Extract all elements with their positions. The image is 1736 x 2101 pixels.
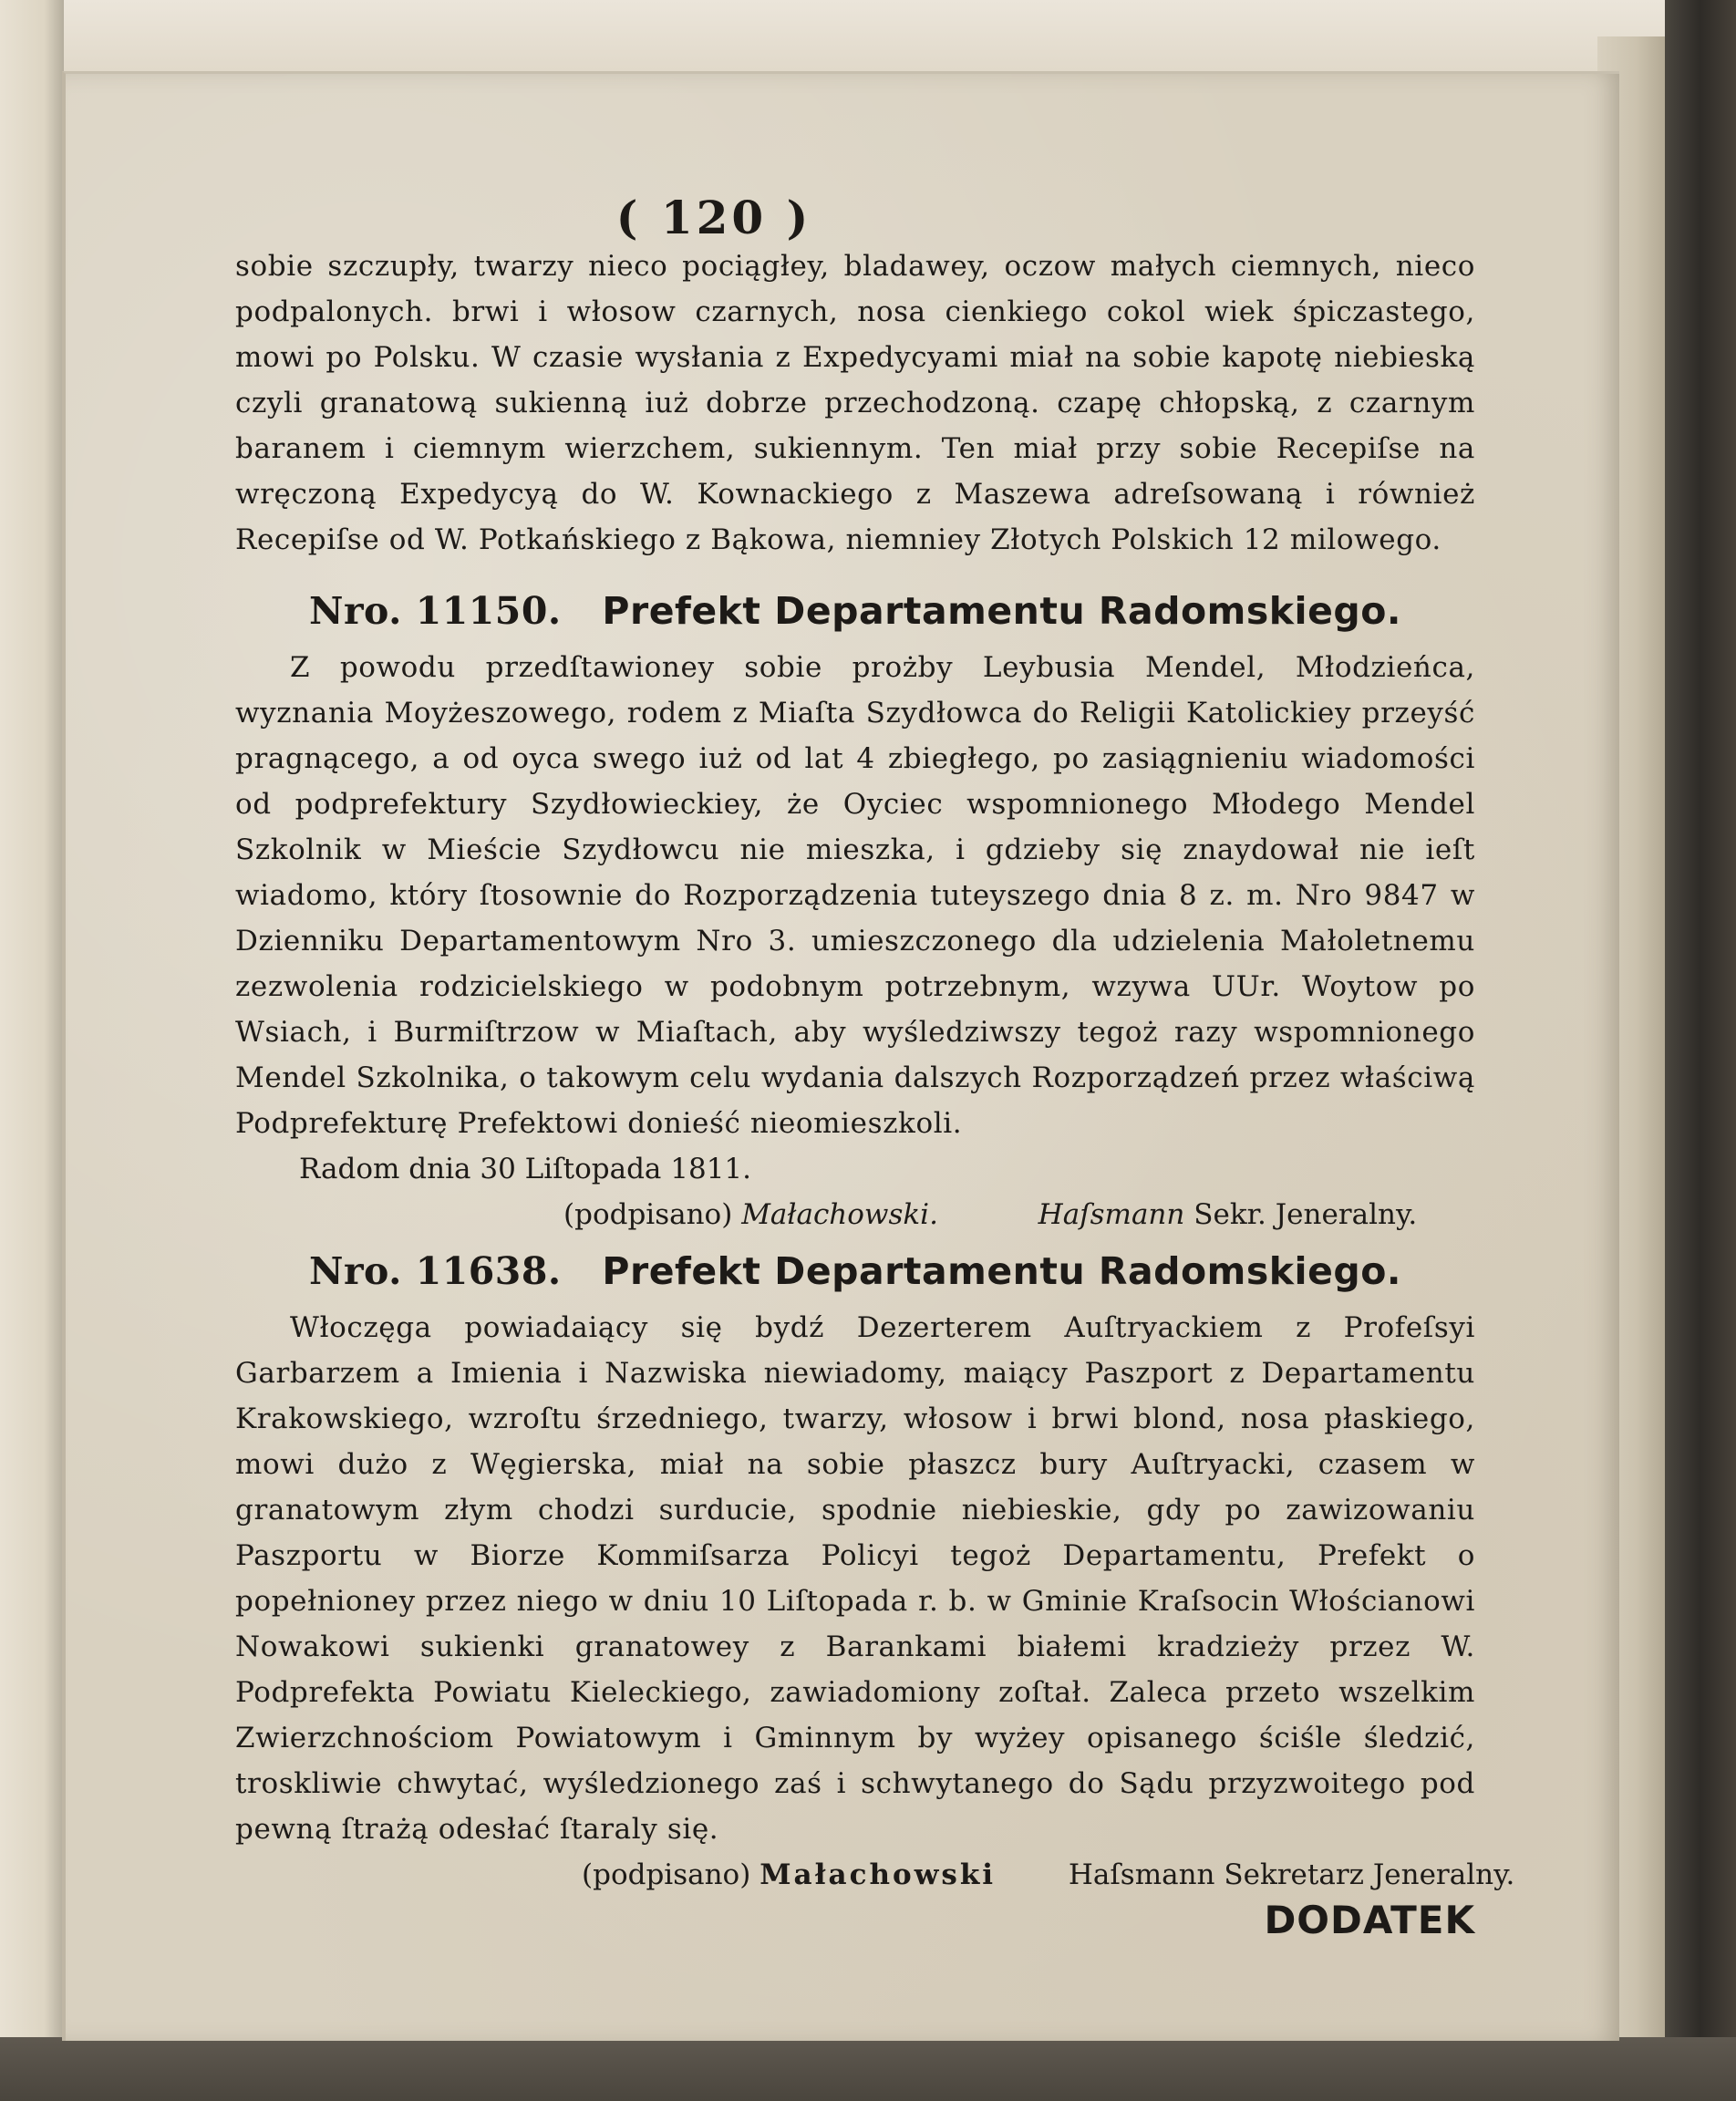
notice-1-secretary-name: Haſsmann (1038, 1198, 1185, 1231)
notice-1-title: Prefekt Departamentu Radomskiego. (602, 589, 1402, 633)
notice-1-secretary-title: Sekr. Jeneralny. (1194, 1198, 1418, 1231)
scan-bottom-margin (0, 2037, 1736, 2101)
scan-top-margin (0, 0, 1736, 71)
page-text-block (235, 191, 1515, 1943)
notice-2-title: Prefekt Departamentu Radomskiego. (602, 1249, 1402, 1293)
notice-2-signed-label: (podpisano) (582, 1858, 751, 1891)
scan-left-margin (0, 0, 64, 2101)
notice-2-number: Nro. 11638. (308, 1249, 562, 1293)
notice-1-signed-name: Małachowski. (741, 1198, 938, 1231)
notice-1-dateline: Radom dnia 30 Liſtopada 1811. (299, 1153, 751, 1185)
catchword: DODATEK (1264, 1898, 1475, 1942)
notice-2-heading (235, 1237, 1475, 1305)
section-gap (235, 563, 1475, 577)
continuation-paragraph: sobie szczupły, twarzy nieco pociągłey, bladawey, oczow małych ciemnych, nieco podpalonych. brwi i włosow czarnych, nosa cienkiego cokol wiek śpiczastego, mowi po Polsku. W czasie wysłania z Expedycyami miał na sobie kapotę niebieską czyli granatową sukienną iuż dobrze przechodzoną. czapę chłopską, z czarnym baranem i ciemnym wierzchem, sukiennym. Ten miał przy sobie Recepiſse na wręczoną Expedycyą do W. Kownackiego z Maszewa adreſsowaną i również Recepiſse od W. Potkańskiego z Bąkowa, niemniey Złotych Polskich 12 milowego. (235, 250, 1475, 556)
notice-2-secretary: Haſsmann Sekretarz Jeneralny. (1068, 1858, 1515, 1891)
notice-1-signed-label: (podpisano) (563, 1198, 733, 1231)
book-spine-edge (1665, 0, 1736, 2101)
notice-1-body: Z powodu przedſtawioney sobie prożby Leybusia Mendel, Młodzieńca, wyznania Moyżeszowego, rodem z Miaſta Szydłowca do Religii Katolickiey przeyść pragnącego, a od oyca swego iuż od lat 4 zbiegłego, po zasiągnieniu wiadomości od podprefektury Szydłowieckiey, że Oyciec wspomnionego Młodego Mendel Szkolnik w Mieście Szydłowcu nie mieszka, i gdzieby się znaydował nie ieſt wiadomo, który ſtosownie do Rozporządzenia tuteyszego dnia 8 z. m. Nro 9847 w Dzienniku Departamentowym Nro 3. umieszczonego dla udzielenia Małoletnemu zezwolenia rodzicielskiego w podobnym potrzebnym, wzywa UUr. Woytow po Wsiach, i Burmiſtrzow w Miaſtach, aby wyśledziwszy tegoż razy wspomnionego Mendel Szkolnika, o takowym celu wydania dalszych Rozporządzeń przez właściwą Podprefekturę Prefektowi donieść nieomieszkoli. (235, 651, 1475, 1140)
page-number: ( 120 ) (615, 191, 812, 244)
notice-1-heading (235, 577, 1475, 645)
notice-2-body: Włoczęga powiadaiący się bydź Dezerterem Auſtryackiem z Profeſsyi Garbarzem a Imienia i Nazwiska niewiadomy, maiący Paszport z Departamentu Krakowskiego, wzroſtu śrzedniego, twarzy, włosow i brwi blond, nosa płaskiego, mowi dużo z Węgierska, miał na sobie płaszcz bury Auſtryacki, czasem w granatowym złym chodzi surducie, spodnie niebieskie, gdy po zawizowaniu Paszportu w Biorze Kommiſsarza Policyi tegoż Departamentu, Prefekt o popełnioney przez niego w dniu 10 Liſtopada r. b. w Gminie Kraſsocin Włościanowi Nowakowi sukienki granatowey z Barankami białemi kradzieży przez W. Podprefekta Powiatu Kieleckiego, zawiadomiony zoſtał. Zaleca przeto wszelkim Zwierzchnościom Powiatowym i Gminnym by wyżey opisanego ściśle śledzić, troskliwie chwytać, wyśledzionego zaś i schwytanego do Sądu przyzwoitego pod pewną ſtrażą odesłać ſtaraly się. (235, 1311, 1475, 1846)
document-page (62, 71, 1619, 2041)
notice-2-signature (582, 1852, 1515, 1898)
notice-1-number: Nro. 11150. (308, 589, 562, 633)
notice-1-signature (563, 1192, 1475, 1237)
notice-2-signed-name: Małachowski (760, 1858, 997, 1891)
